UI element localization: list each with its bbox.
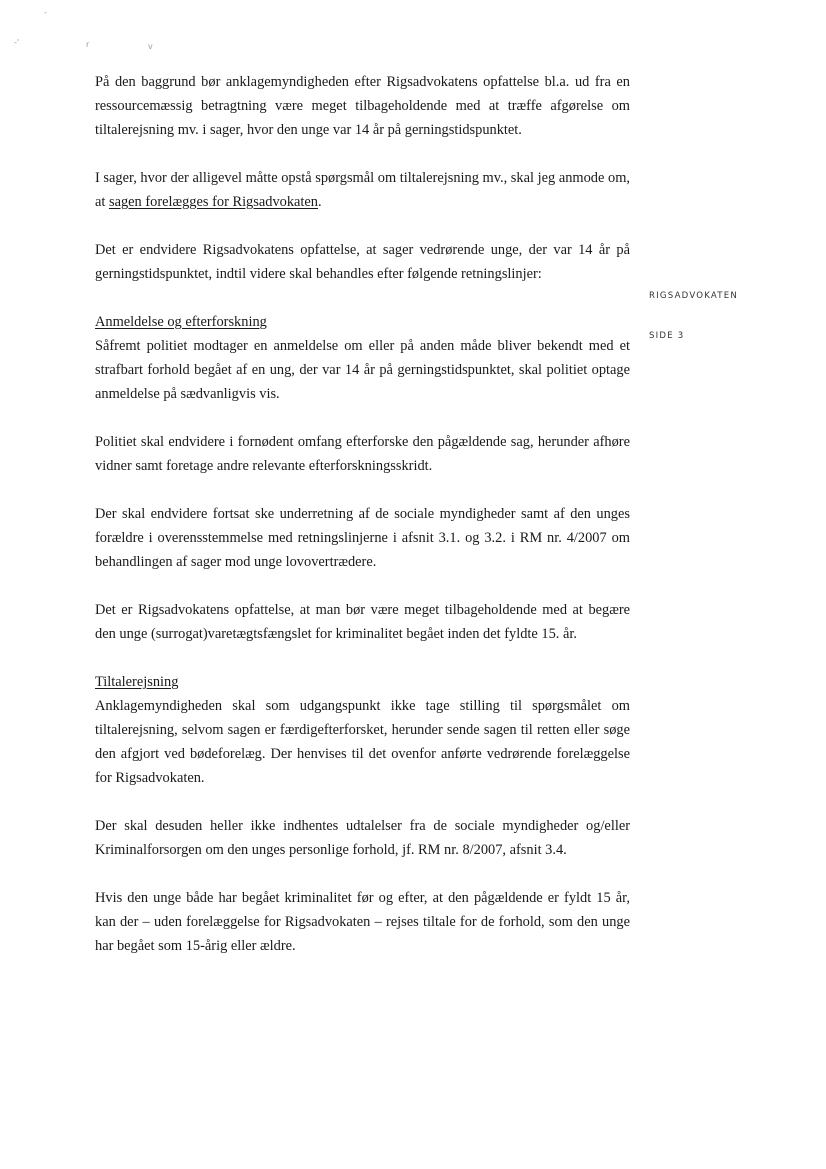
sidebar-org: RIGSADVOKATEN [649,291,739,301]
paragraph-3: Det er endvidere Rigsadvokatens opfattelse, at sager vedrørende unge, der var 14 år på gerningstidspunktet, indtil videre skal behandles efter følgende retningslinjer: [95,242,630,282]
scan-mark: - [44,8,47,17]
heading-anmeldelse: Anmeldelse og efterforskning [95,314,267,330]
paragraph-2-text: I sager, hvor der alligevel måtte opstå spørgsmål om tiltalerejsning mv., skal jeg anmode om, at [95,170,630,210]
scan-mark: v [148,42,153,51]
paragraph-9: Der skal desuden heller ikke indhentes udtalelser fra de sociale myndigheder og/eller Kriminalforsorgen om den unges personlige forhold, jf. RM nr. 8/2007, afsnit 3.4. [95,818,630,858]
paragraph-2 [95,166,630,214]
sidebar-page-number: SIDE 3 [649,331,685,341]
rigsadvokaten-link[interactable]: sagen forelægges for Rigsadvokaten [108,194,318,210]
paragraph-1: På den baggrund bør anklagemyndigheden efter Rigsadvokatens opfattelse bl.a. ud fra en ressourcemæssig betragtning være meget tilbageholdende med at træffe afgørelse om tiltalerejsning mv. i sager, hvor den unge var 14 år på gerningstidspunktet. [95,74,630,138]
heading-tiltalerejsning: Tiltalerejsning [95,674,179,690]
document-body [95,70,630,958]
scan-mark: -' [14,38,20,47]
paragraph-2-end: . [318,194,322,210]
paragraph-4: Såfremt politiet modtager en anmeldelse om eller på anden måde bliver bekendt med et strafbart forhold begået af en ung, der var 14 år på gerningstidspunktet, skal politiet optage anmeldelse på sædvanligvis vis. [95,338,630,402]
paragraph-8: Anklagemyndigheden skal som udgangspunkt ikke tage stilling til spørgsmålet om tiltalerejsning, selvom sagen er færdigefterforsket, herunder sende sagen til retten eller søge den afgjort ved bødeforelæg. Der henvises til det ovenfor anførte vedrørende forelæggelse for Rigsadvokaten. [95,698,630,786]
scan-mark: r [86,40,90,49]
paragraph-6: Der skal endvidere fortsat ske underretning af de sociale myndigheder samt af den unges forældre i overensstemmelse med retningslinjerne i afsnit 3.1. og 3.2. i RM nr. 4/2007 om behandlingen af sager mod unge lovovertrædere. [95,506,630,570]
paragraph-10: Hvis den unge både har begået kriminalitet før og efter, at den pågældende er fyldt 15 år, kan der – uden forelæggelse for Rigsadvokaten – rejses tiltale for de forhold, som den unge har begået som 15-årig eller ældre. [95,890,630,954]
paragraph-5: Politiet skal endvidere i fornødent omfang efterforske den pågældende sag, herunder afhøre vidner samt foretage andre relevante efterforskningsskridt. [95,434,630,474]
paragraph-7: Det er Rigsadvokatens opfattelse, at man bør være meget tilbageholdende med at begære den unge (surrogat)varetægtsfængslet for kriminalitet begået inden det fyldte 15. år. [95,602,630,642]
